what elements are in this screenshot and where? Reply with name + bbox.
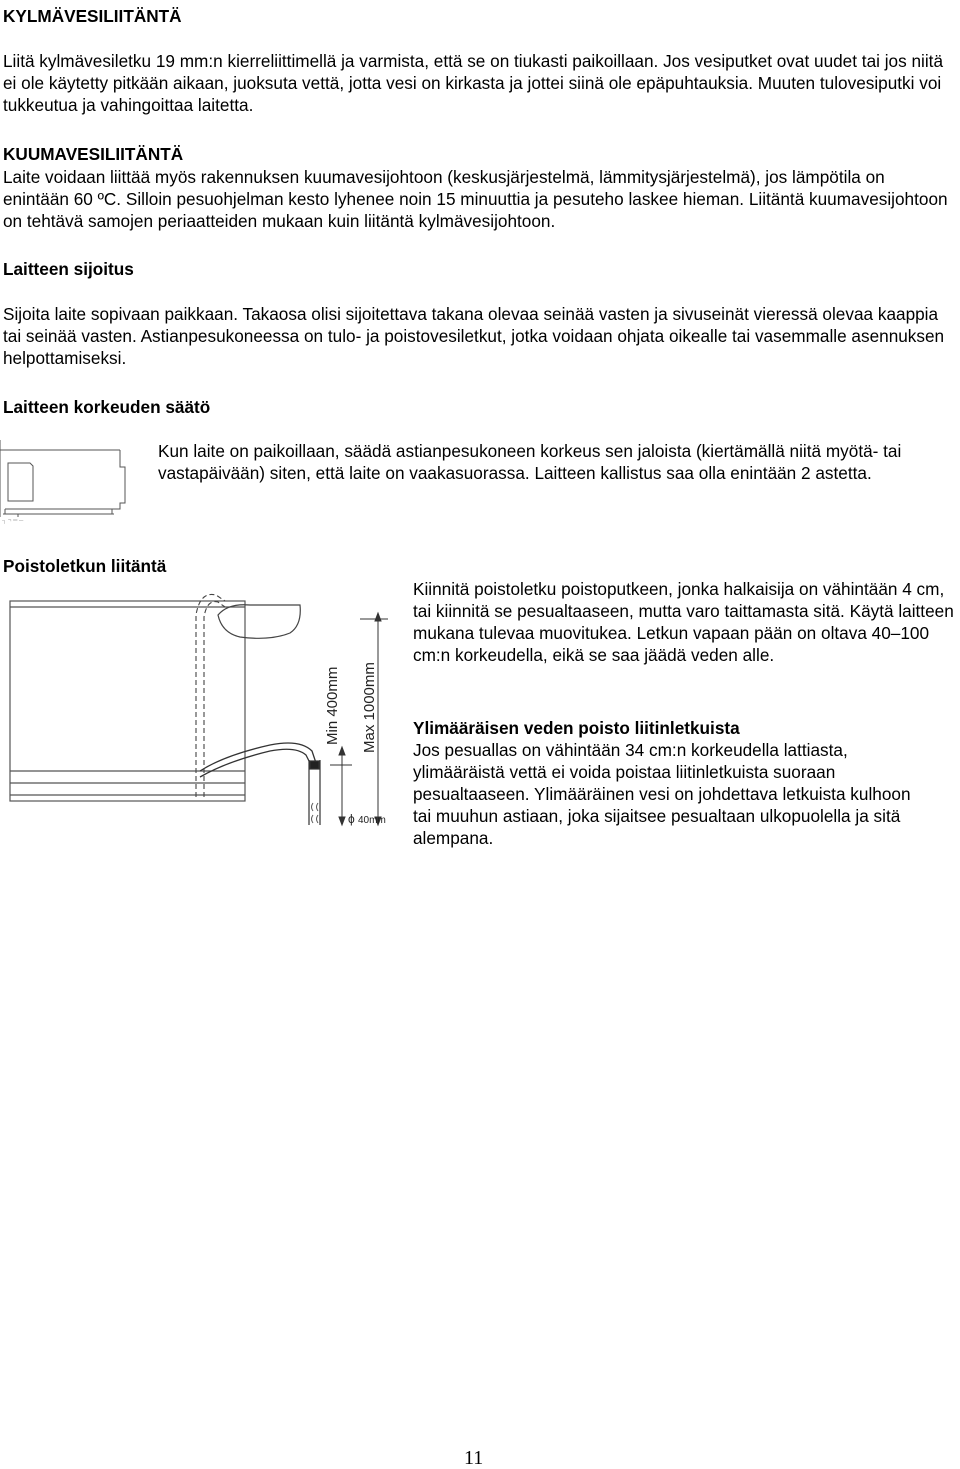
paragraph-excess-water: Jos pesuallas on vähintään 34 cm:n korkeudella lattiasta, ylimääräistä vettä ei voida poistaa liitinletkuista suoraan pesualtaaseen. Ylimääräinen vesi on johdettava letkuista kulhoon tai muuhun astiaan, joka sijaitsee pesualtaan ulkopuolella ja sitä alempana.	[413, 740, 911, 848]
appliance-feet-illustration	[0, 435, 135, 525]
heading-drain-hose: Poistoletkun liitäntä	[3, 556, 167, 576]
max-height-label: Max 1000mm	[361, 662, 378, 753]
heading-hot-water: KUUMAVESILIITÄNTÄ	[3, 144, 184, 164]
diameter-symbol: ϕ	[348, 812, 355, 826]
heading-cold-water: KYLMÄVESILIITÄNTÄ	[3, 6, 182, 26]
heading-height-adjust: Laitteen korkeuden säätö	[3, 397, 211, 417]
diameter-label: 40mm	[358, 815, 386, 826]
paragraph-placement: Sijoita laite sopivaan paikkaan. Takaosa olisi sijoitettava takana olevaa seinää vasten ja sivuseinät vieressä olevaa kaappia tai seinää vasten. Astianpesukoneessa on tulo- ja poistovesiletkut, jotka voidaan ohjata oikealle tai vasemmalle asennuksen helpottamiseksi.	[3, 304, 945, 368]
paragraph-drain-hose: Kiinnitä poistoletku poistoputkeen, jonka halkaisija on vähintään 4 cm, tai kiinnitä se pesualtaaseen, mutta varo taittamasta sitä. Käytä laitteen mukana tulevaa muovitukea. Letkun vapaan pään on oltava 40–100 cm:n korkeudella, eikä se saa jäädä veden alle.	[413, 579, 954, 665]
page-number: 11	[464, 1447, 484, 1469]
paragraph-hot-water: Laite voidaan liittää myös rakennuksen kuumavesijohtoon (keskusjärjestelmä, lämmitysjärjestelmä), jos lämpötila on enintään 60 ºC. Silloin pesuohjelman kesto lyhenee noin 15 minuuttia ja pesuteho laskee hieman. Liitäntä kuumavesijohtoon on tehtävä samojen periaatteiden mukaan kuin liitäntä kylmävesijohtoon.	[3, 167, 948, 231]
dishwasher-outline	[10, 601, 245, 801]
paragraph-cold-water: Liitä kylmävesiletku 19 mm:n kierreliittimellä ja varmista, että se on tiukasti paikoillaan. Jos vesiputket ovat uudet tai jos niitä ei ole käytetty pitkään aikaan, juoksuta vettä, jotta vesi on kirkasta ja jottei siinä ole epäpuhtauksia. Muuten tulovesiputki voi tukkeutua ja vahingoittaa laitetta.	[3, 51, 944, 115]
paragraph-height-adjust: Kun laite on paikoillaan, säädä astianpesukoneen korkeus sen jaloista (kiertämällä niitä myötä- tai vastapäivään) siten, että laite on vaakasuorassa. Laitteen kallistus saa olla enintään 2 astetta.	[158, 441, 902, 483]
svg-text:┐ ¬ ═ ─: ┐ ¬ ═ ─	[2, 518, 24, 524]
drain-pipe	[309, 760, 320, 825]
sink-bowl	[218, 605, 300, 639]
heading-placement: Laitteen sijoitus	[3, 259, 134, 279]
drain-hose-diagram	[0, 575, 400, 835]
drain-hose-to-pipe	[200, 743, 316, 777]
heading-excess-water: Ylimääräisen veden poisto liitinletkuista	[413, 718, 740, 738]
min-height-label: Min 400mm	[324, 666, 341, 745]
